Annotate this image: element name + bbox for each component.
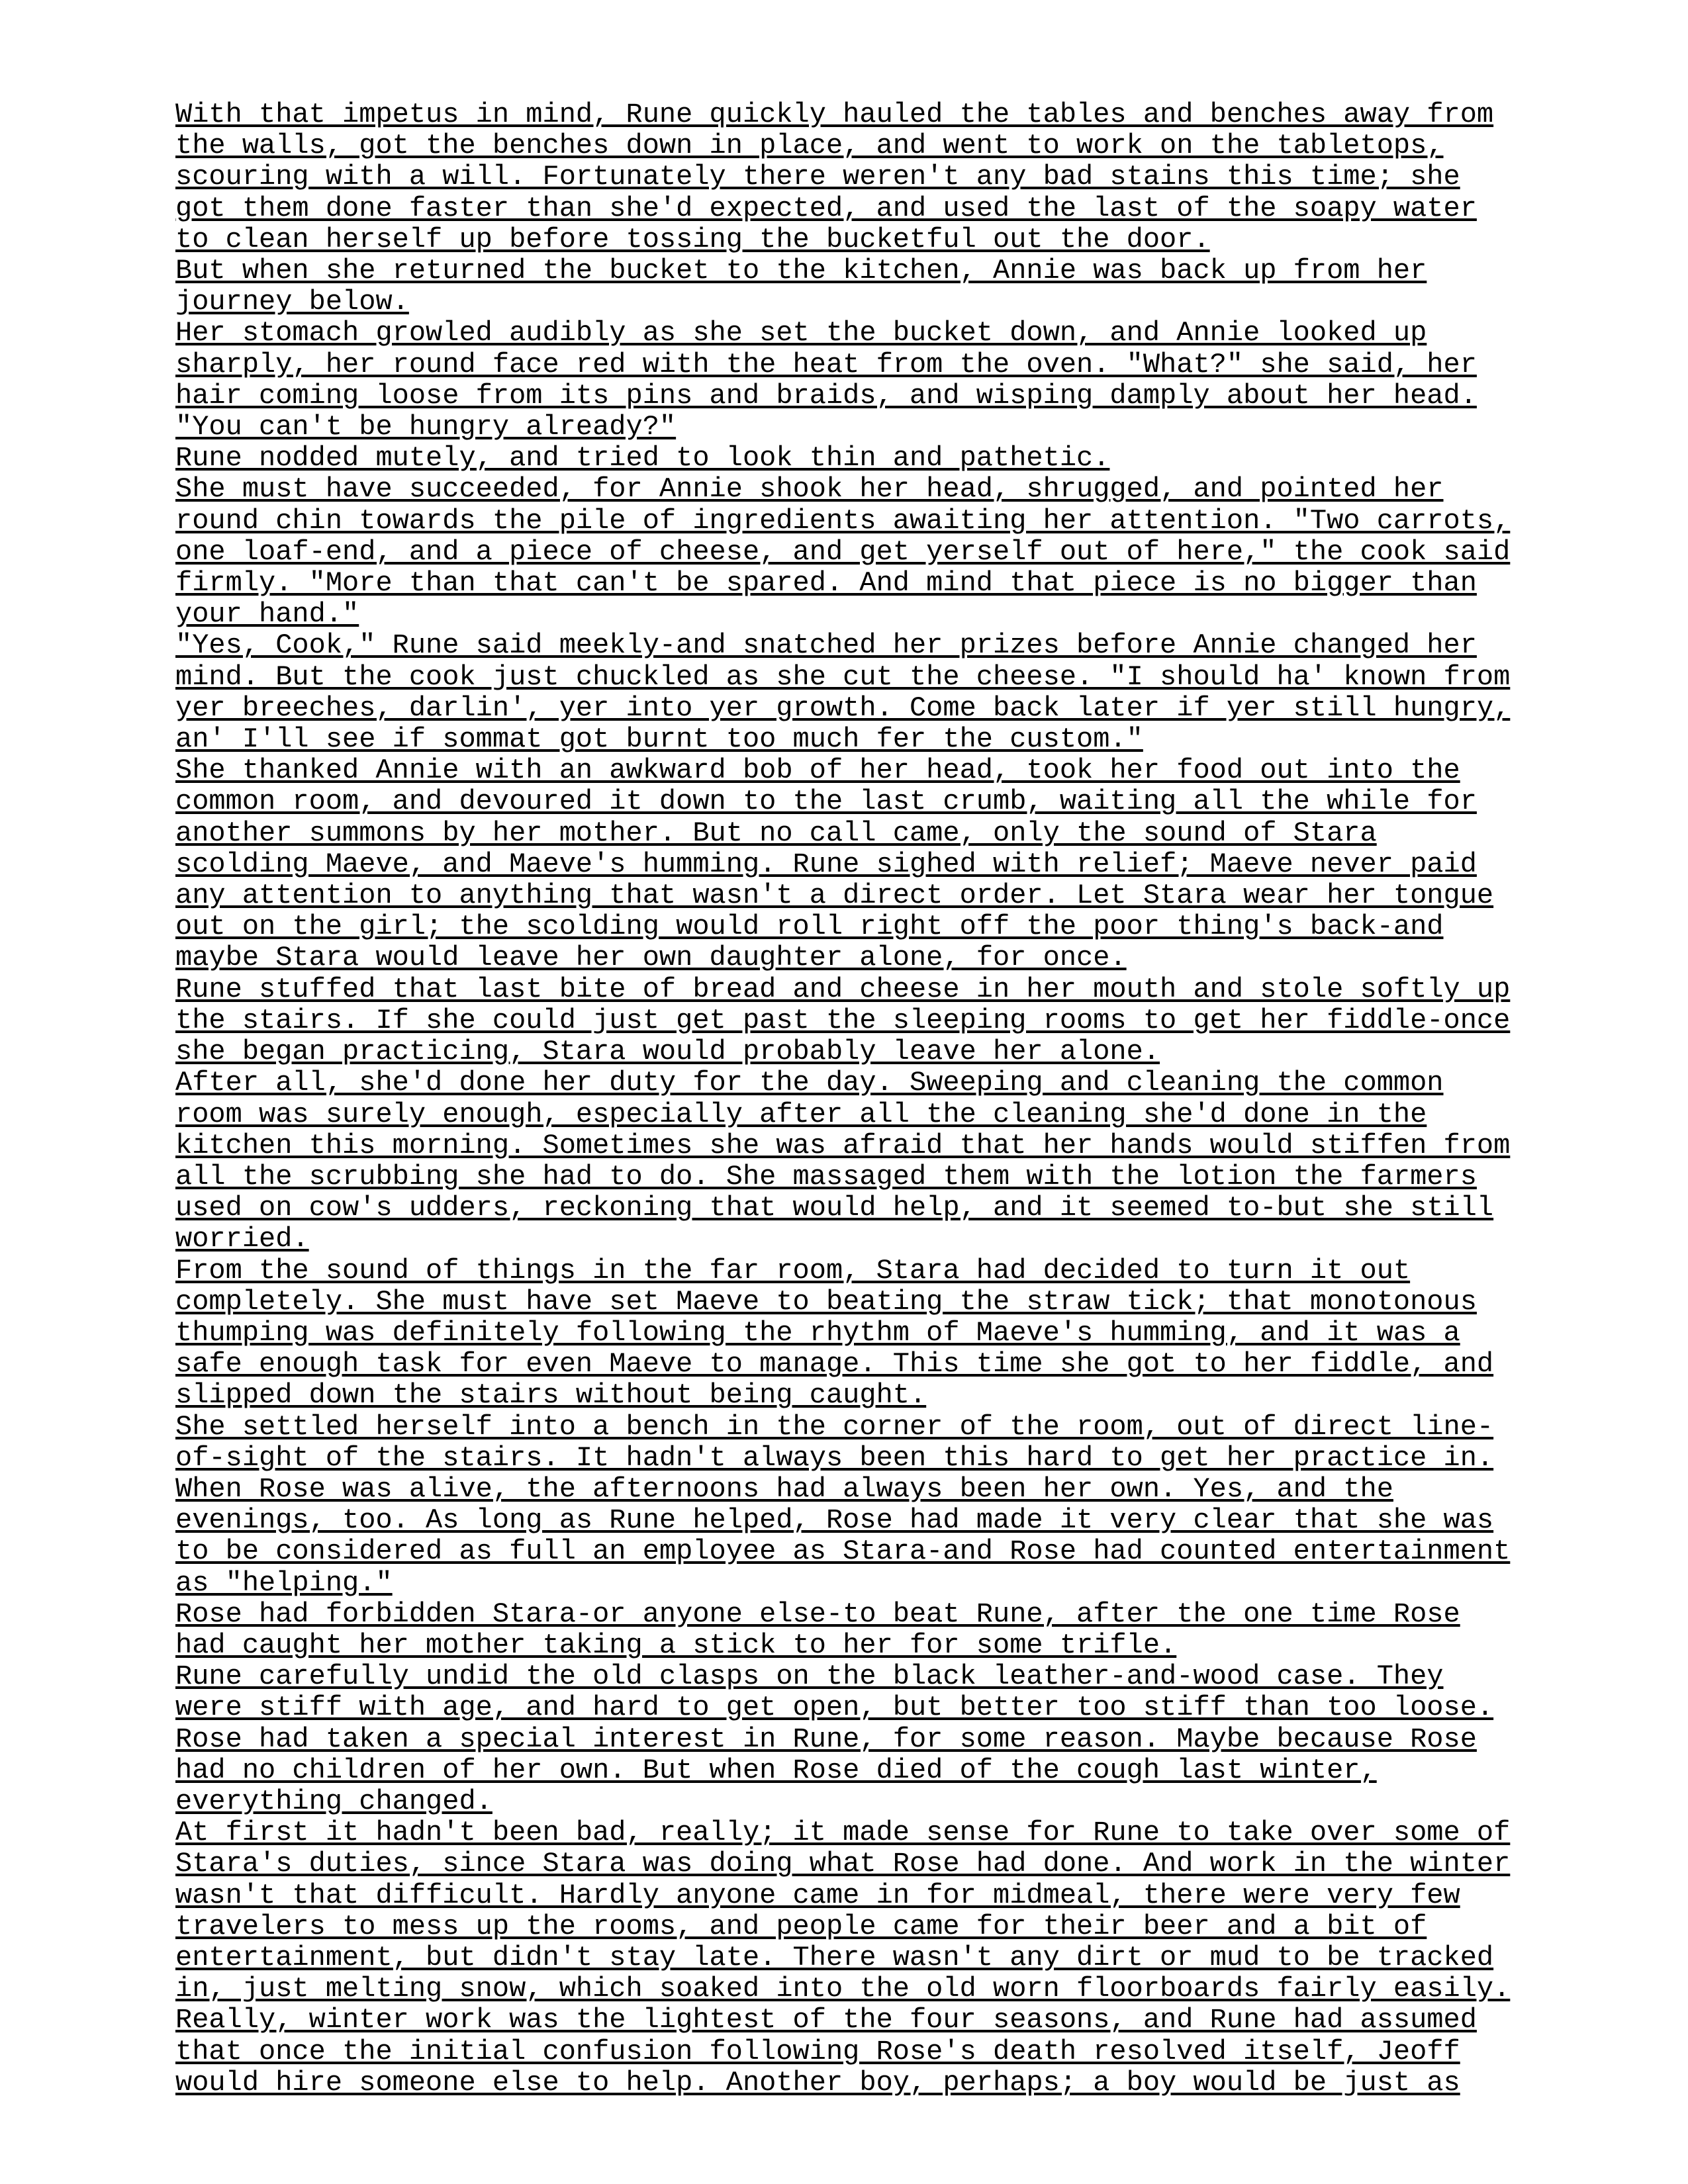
text-line: got them done faster than she'd expected, and used the last of the soapy water [175,192,1477,224]
text-line: as "helping." [175,1567,393,1599]
text-line: that once the initial confusion following Rose's death resolved itself, Jeoff [175,2035,1460,2068]
text-line: hair coming loose from its pins and braids, and wisping damply about her head. [175,379,1477,412]
text-line: scolding Maeve, and Maeve's humming. Rune sighed with relief; Maeve never paid [175,848,1477,880]
text-line: round chin towards the pile of ingredients awaiting her attention. "Two carrots, [175,504,1511,537]
text-line: the stairs. If she could just get past the sleeping rooms to get her fiddle-once [175,1004,1511,1036]
text-line: When Rose was alive, the afternoons had always been her own. Yes, and the [175,1473,1393,1505]
text-line: sharply, her round face red with the heat from the oven. "What?" she said, her [175,348,1477,381]
text-line: Rose had taken a special interest in Rune, for some reason. Maybe because Rose [175,1723,1477,1755]
text-line: in, just melting snow, which soaked into the old worn floorboards fairly easily. [175,1973,1511,2005]
text-line: would hire someone else to help. Another boy, perhaps; a boy would be just as [175,2066,1460,2099]
text-line: "Yes, Cook," Rune said meekly-and snatched her prizes before Annie changed her [175,629,1477,662]
text-line: firmly. "More than that can't be spared. And mind that piece is no bigger than [175,567,1477,600]
text-line: any attention to anything that wasn't a direct order. Let Stara wear her tongue [175,880,1494,912]
text-line: an' I'll see if sommat got burnt too much fer the custom." [175,723,1143,756]
text-line: She settled herself into a bench in the corner of the room, out of direct line- [175,1410,1494,1443]
text-line: to clean herself up before tossing the bucketful out the door. [175,223,1210,255]
text-line: all the scrubbing she had to do. She massaged them with the lotion the farmers [175,1160,1477,1193]
text-line: of-sight of the stairs. It hadn't always been this hard to get her practice in. [175,1441,1494,1474]
text-line: mind. But the cook just chuckled as she cut the cheese. "I should ha' known from [175,660,1511,693]
text-line: worried. [175,1223,309,1255]
text-line: everything changed. [175,1785,492,1817]
text-line: thumping was definitely following the rhythm of Maeve's humming, and it was a [175,1316,1460,1349]
text-line: were stiff with age, and hard to get open, but better too stiff than too loose. [175,1692,1494,1724]
text-line: used on cow's udders, reckoning that would help, and it seemed to-but she still [175,1192,1494,1224]
text-line: had caught her mother taking a stick to her for some trifle. [175,1629,1177,1661]
text-line: journey below. [175,286,409,318]
text-line: After all, she'd done her duty for the day. Sweeping and cleaning the common [175,1067,1444,1099]
text-line: But when she returned the bucket to the kitchen, Annie was back up from her [175,255,1427,287]
text-line: maybe Stara would leave her own daughter alone, for once. [175,942,1127,974]
text-line: completely. She must have set Maeve to beating the straw tick; that monotonous [175,1285,1477,1318]
text-line: had no children of her own. But when Rose died of the cough last winter, [175,1754,1377,1786]
text-line: wasn't that difficult. Hardly anyone came in for midmeal, there were very few [175,1879,1460,1911]
text-line: Rune nodded mutely, and tried to look thin and pathetic. [175,442,1110,475]
text-line: travelers to mess up the rooms, and people came for their beer and a bit of [175,1910,1427,1942]
text-line: From the sound of things in the far room, Stara had decided to turn it out [175,1254,1411,1287]
text-line: evenings, too. As long as Rune helped, Rose had made it very clear that she was [175,1504,1494,1537]
text-line: "You can't be hungry already?" [175,411,677,443]
text-line: slipped down the stairs without being caught. [175,1379,927,1412]
text-line: out on the girl; the scolding would roll right off the poor thing's back-and [175,911,1444,943]
text-line: to be considered as full an employee as Stara-and Rose had counted entertainment [175,1535,1511,1568]
text-line: With that impetus in mind, Rune quickly hauled the tables and benches away from [175,99,1494,130]
page-text [175,99,1539,2099]
text-line: She thanked Annie with an awkward bob of her head, took her food out into the [175,754,1460,787]
text-line: kitchen this morning. Sometimes she was afraid that her hands would stiffen from [175,1129,1511,1161]
text-line: scouring with a will. Fortunately there weren't any bad stains this time; she [175,161,1460,193]
text-line: Stara's duties, since Stara was doing what Rose had done. And work in the winter [175,1848,1511,1880]
text-line: room was surely enough, especially after all the cleaning she'd done in the [175,1098,1427,1130]
text-line: one loaf-end, and a piece of cheese, and get yerself out of here," the cook said [175,535,1511,568]
text-line: the walls, got the benches down in place, and went to work on the tabletops, [175,130,1444,162]
text-line: yer breeches, darlin', yer into yer growth. Come back later if yer still hungry, [175,692,1511,724]
text-line: Her stomach growled audibly as she set the bucket down, and Annie looked up [175,317,1427,349]
text-line: She must have succeeded, for Annie shook her head, shrugged, and pointed her [175,473,1444,506]
text-line: Rune stuffed that last bite of bread and cheese in her mouth and stole softly up [175,973,1511,1005]
text-line: safe enough task for even Maeve to manage. This time she got to her fiddle, and [175,1348,1494,1381]
text-line: Rose had forbidden Stara-or anyone else-to beat Rune, after the one time Rose [175,1598,1460,1630]
text-line: At first it hadn't been bad, really; it made sense for Rune to take over some of [175,1817,1511,1849]
text-line: entertainment, but didn't stay late. There wasn't any dirt or mud to be tracked [175,1941,1494,1974]
text-line: she began practicing, Stara would probably leave her alone. [175,1036,1160,1068]
text-line: common room, and devoured it down to the last crumb, waiting all the while for [175,786,1477,818]
text-line: another summons by her mother. But no call came, only the sound of Stara [175,817,1377,849]
text-line: Rune carefully undid the old clasps on the black leather-and-wood case. They [175,1661,1444,1693]
text-line: Really, winter work was the lightest of the four seasons, and Rune had assumed [175,2004,1477,2036]
text-line: your hand." [175,598,359,631]
